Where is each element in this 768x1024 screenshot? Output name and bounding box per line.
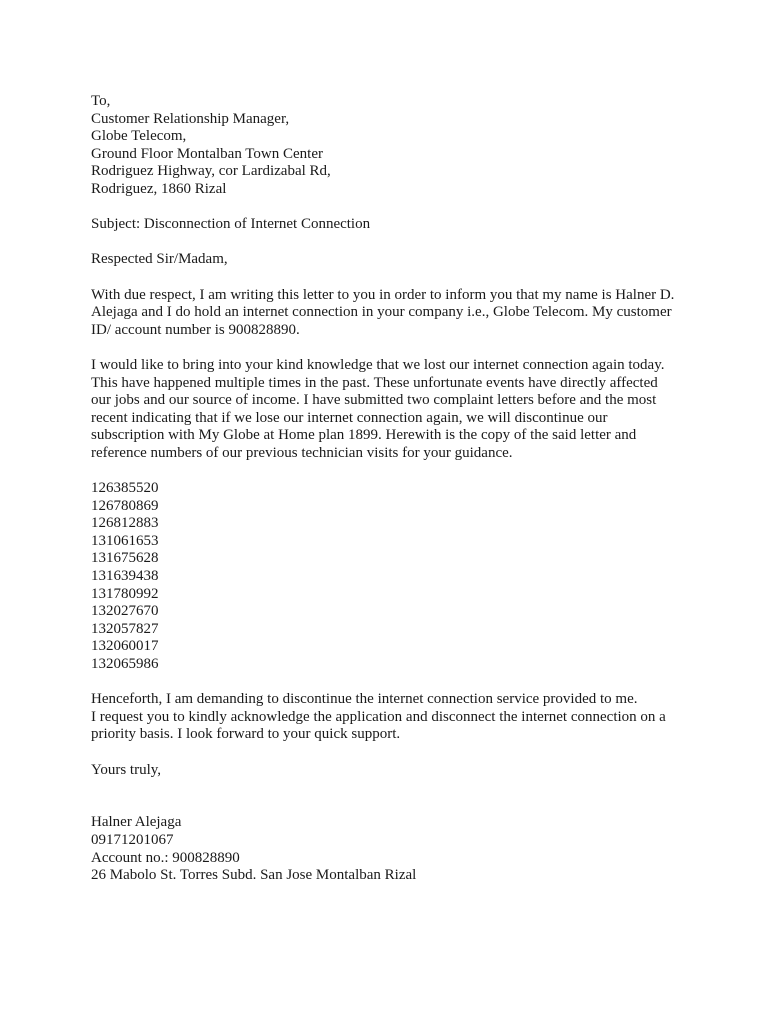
subject-line: Subject: Disconnection of Internet Connection [91,216,371,233]
reference-number: 126780869 [91,497,159,514]
reference-number: 126812883 [91,515,159,532]
recipient-address-line-1: Ground Floor Montalban Town Center [91,145,323,162]
reference-number: 126385520 [91,480,159,497]
salutation: Respected Sir/Madam, [91,251,228,268]
paragraph-line: priority basis. I look forward to your quick support. [91,726,401,743]
closing: Yours truly, [91,761,162,778]
sender-phone: 09171201067 [91,831,174,848]
paragraph-line: recent indicating that if we lose our internet connection again, we will discontinue our [91,409,608,426]
reference-number: 132065986 [91,656,159,672]
paragraph-line: This have happened multiple times in the past. These unfortunate events have directly affected [91,374,658,391]
paragraph-line: Alejaga and I do hold an internet connection in your company i.e., Globe Telecom. My customer [91,304,672,321]
spacer [91,199,691,217]
signature-block [91,814,691,884]
to-line: To, [91,93,111,109]
spacer [91,339,691,357]
signature-spacer [91,779,691,814]
recipient-title: Customer Relationship Manager, [91,110,290,127]
paragraph-line: I would like to bring into your kind knowledge that we lost our internet connection again today. [91,356,665,373]
sender-account-number: Account no.: 900828890 [91,849,240,866]
reference-number: 131061653 [91,532,159,549]
paragraph-line: our jobs and our source of income. I have submitted two complaint letters before and the most [91,392,657,409]
paragraph-line: subscription with My Globe at Home plan 1899. Herewith is the copy of the said letter and [91,427,637,444]
paragraph-line: Henceforth, I am demanding to discontinue the internet connection service provided to me. [91,691,638,708]
paragraph-introduction [91,287,691,340]
spacer [91,234,691,252]
sender-name: Halner Alejaga [91,814,182,831]
recipient-company: Globe Telecom, [91,128,187,145]
reference-number: 132057827 [91,620,159,637]
spacer [91,462,691,480]
paragraph-line: reference numbers of our previous technician visits for your guidance. [91,444,513,461]
paragraph-line: ID/ account number is 900828890. [91,321,300,338]
reference-number: 131639438 [91,568,159,585]
spacer [91,269,691,287]
sender-address: 26 Mabolo St. Torres Subd. San Jose Montalban Rizal [91,867,417,884]
reference-number: 131780992 [91,585,159,602]
spacer [91,674,691,692]
reference-number: 131675628 [91,550,159,567]
recipient-block [91,93,691,199]
recipient-address-line-3: Rodriguez, 1860 Rizal [91,180,227,197]
reference-number: 132027670 [91,603,159,620]
paragraph-request [91,691,691,744]
recipient-address-line-2: Rodriguez Highway, cor Lardizabal Rd, [91,163,331,180]
letter-page [91,93,691,885]
reference-number-list [91,480,691,674]
paragraph-line: I request you to kindly acknowledge the application and disconnect the internet connection on a [91,708,666,725]
spacer [91,744,691,762]
reference-number: 132060017 [91,638,159,655]
paragraph-line: With due respect, I am writing this letter to you in order to inform you that my name is Halner D. [91,286,675,303]
paragraph-complaint [91,357,691,463]
